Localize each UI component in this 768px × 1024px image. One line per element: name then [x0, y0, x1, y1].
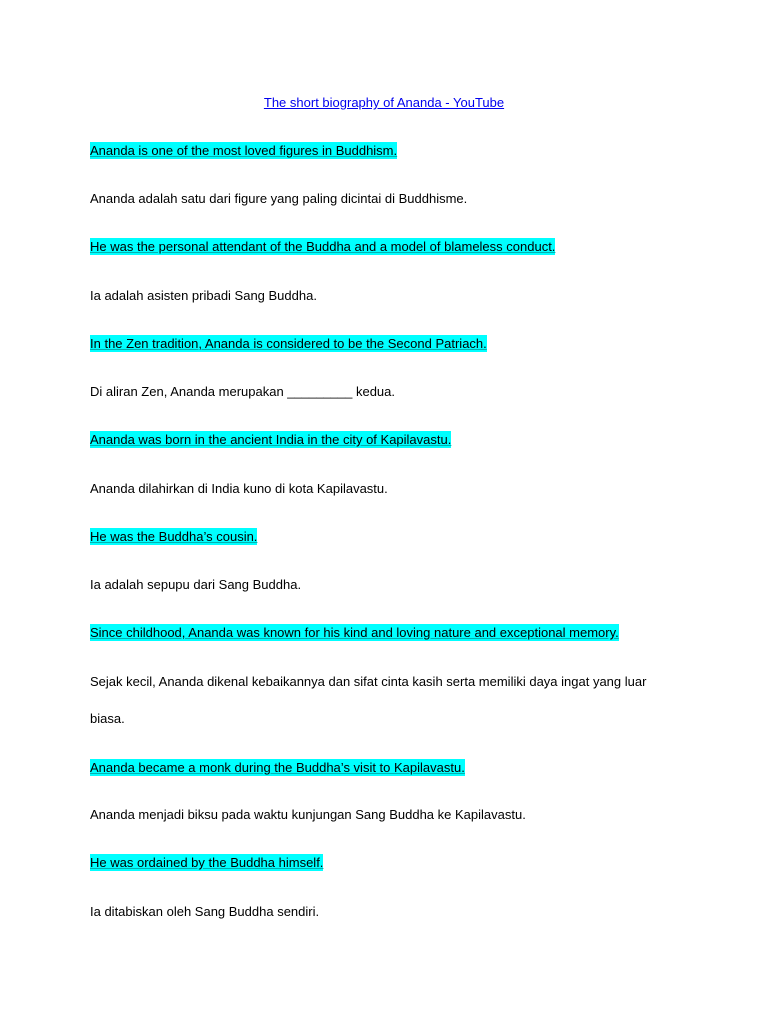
sentence-english — [90, 431, 451, 449]
title-line — [0, 94, 768, 112]
translation-text: Ia adalah asisten pribadi Sang Buddha. — [90, 288, 317, 303]
highlighted-text: He was ordained by the Buddha himself. — [90, 855, 324, 870]
sentence-english — [90, 624, 619, 642]
highlighted-text: He was the Buddha’s cousin. — [90, 529, 258, 544]
sentence-english — [90, 238, 555, 256]
translation-text: Ananda dilahirkan di India kuno di kota Kapilavastu. — [90, 481, 388, 496]
sentence-english — [90, 759, 465, 777]
sentence-indonesian-continued — [90, 710, 125, 728]
sentence-indonesian — [90, 480, 388, 498]
sentence-english — [90, 142, 397, 160]
translation-text: Di aliran Zen, Ananda merupakan _________ kedua. — [90, 384, 395, 399]
sentence-indonesian — [90, 383, 395, 401]
translation-text: biasa. — [90, 711, 125, 726]
sentence-english — [90, 528, 257, 546]
highlighted-text: Since childhood, Ananda was known for his kind and loving nature and exceptional memory. — [90, 625, 619, 640]
sentence-indonesian — [90, 576, 301, 594]
sentence-indonesian — [90, 903, 319, 921]
sentence-english — [90, 854, 323, 872]
translation-text: Ananda adalah satu dari figure yang paling dicintai di Buddhisme. — [90, 191, 468, 206]
highlighted-text: He was the personal attendant of the Buddha and a model of blameless conduct. — [90, 239, 556, 254]
sentence-indonesian — [90, 287, 317, 305]
sentence-english — [90, 335, 487, 353]
highlighted-text: Ananda is one of the most loved figures in Buddhism. — [90, 143, 398, 158]
translation-text: Ia ditabiskan oleh Sang Buddha sendiri. — [90, 904, 320, 919]
highlighted-text: Ananda became a monk during the Buddha’s visit to Kapilavastu. — [90, 760, 465, 775]
translation-text: Ananda menjadi biksu pada waktu kunjungan Sang Buddha ke Kapilavastu. — [90, 807, 526, 822]
translation-text: Ia adalah sepupu dari Sang Buddha. — [90, 577, 302, 592]
sentence-indonesian — [90, 190, 467, 208]
sentence-indonesian — [90, 673, 646, 691]
highlighted-text: In the Zen tradition, Ananda is considered to be the Second Patriach. — [90, 336, 487, 351]
translation-text: Sejak kecil, Ananda dikenal kebaikannya dan sifat cinta kasih serta memiliki daya ingat yang luar — [90, 674, 647, 689]
highlighted-text: Ananda was born in the ancient India in the city of Kapilavastu. — [90, 432, 452, 447]
title-link[interactable]: The short biography of Ananda - YouTube — [263, 95, 505, 110]
sentence-indonesian — [90, 806, 526, 824]
